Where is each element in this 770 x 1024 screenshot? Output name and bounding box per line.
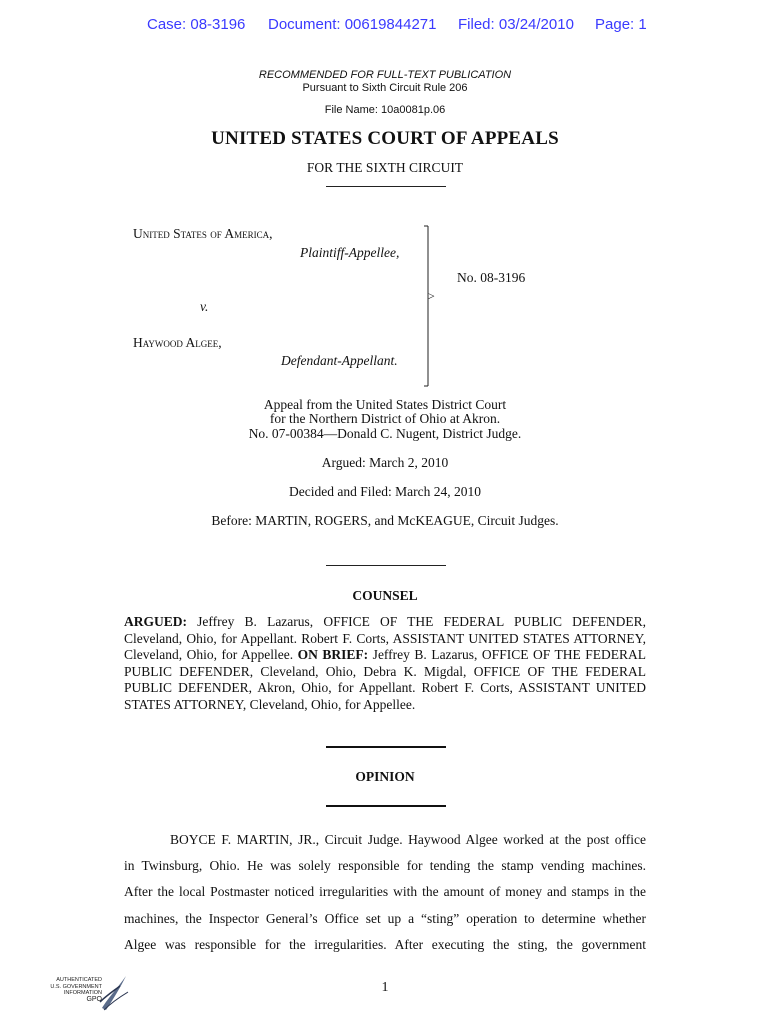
opinion-divider-bottom <box>326 805 446 807</box>
plaintiff-role: Plaintiff-Appellee, <box>300 245 400 260</box>
publication-recommendation: RECOMMENDED FOR FULL-TEXT PUBLICATION <box>258 69 512 81</box>
document-header <box>0 16 770 38</box>
docket-number: No. 08-3196 <box>457 270 526 285</box>
gpo-line-4: GPO <box>86 995 102 1003</box>
opinion-line: After the local Postmaster noticed irregularities with the amount of money and stamps in the <box>124 884 646 900</box>
opinion-heading: OPINION <box>355 769 415 784</box>
counsel-paragraph <box>124 614 646 714</box>
argued-counsel: Jeffrey B. Lazarus, OFFICE OF THE FEDERAL PUBLIC DEFENDER, Cleveland, Ohio, for Appellant. Robert F. Corts, ASSISTANT UNITED STATES ATTORNEY, Cleveland, Ohio, for Appellee. <box>124 614 646 663</box>
court-title: UNITED STATES COURT OF APPEALS <box>211 128 559 149</box>
bracket-point: > <box>428 289 435 303</box>
on-brief-label: ON BRIEF: <box>297 647 369 663</box>
counsel-heading: COUNSEL <box>352 588 418 603</box>
argued-label: ARGUED: <box>124 614 187 629</box>
publication-rule: Pursuant to Sixth Circuit Rule 206 <box>302 82 468 94</box>
gpo-line-1: AUTHENTICATED <box>56 977 102 983</box>
defendant-role: Defendant-Appellant. <box>281 353 398 368</box>
appeal-line-1: Appeal from the United States District Court <box>263 397 507 412</box>
opinion-text <box>124 827 646 958</box>
document-number: Document: 00619844271 <box>268 16 437 33</box>
versus-label: v. <box>200 299 209 314</box>
opinion-line: machines, the Inspector General’s Office set up a “sting” operation to determine whether <box>124 910 646 926</box>
decided-date: Decided and Filed: March 24, 2010 <box>289 484 481 499</box>
opinion-line: in Twinsburg, Ohio. He was solely responsible for tending the stamp vending machines. <box>124 858 646 874</box>
case-number: Case: 08-3196 <box>147 16 246 33</box>
court-circuit: FOR THE SIXTH CIRCUIT <box>306 160 464 175</box>
opinion-divider-top <box>326 746 446 748</box>
appeal-line-3: No. 07-00384—Donald C. Nugent, District Judge. <box>248 426 522 441</box>
gpo-line-2: U.S. GOVERNMENT <box>50 983 102 990</box>
file-name: File Name: 10a0081p.06 <box>324 104 446 116</box>
opinion-line: Algee was responsible for the irregularities. After executing the sting, the government <box>124 936 646 952</box>
opinion-line: BOYCE F. MARTIN, JR., Circuit Judge. Haywood Algee worked at the post office <box>170 832 646 847</box>
title-divider <box>326 186 446 187</box>
filed-date: Filed: 03/24/2010 <box>458 16 574 33</box>
appeal-line-2: for the Northern District of Ohio at Akron. <box>269 411 501 426</box>
on-brief-counsel: Jeffrey B. Lazarus, OFFICE OF THE FEDERAL PUBLIC DEFENDER, Cleveland, Ohio, Debra K. Migdal, OFFICE OF THE FEDERAL PUBLIC DEFENDER, Akron, Ohio, for Appellant. Robert F. Corts, ASSISTANT UNITED STATES ATTORNEY, Cleveland, Ohio, for Appellee. <box>124 647 646 712</box>
page-number: 1 <box>381 980 389 995</box>
panel-judges: Before: MARTIN, ROGERS, and McKEAGUE, Circuit Judges. <box>211 513 559 528</box>
page-indicator: Page: 1 <box>595 16 647 33</box>
gpo-line-3: INFORMATION <box>63 990 102 996</box>
defendant-name: Haywood Algee, <box>133 335 222 350</box>
counsel-divider <box>326 565 446 566</box>
caption-bracket <box>420 224 444 390</box>
plaintiff-name: United States of America, <box>133 226 273 241</box>
argued-date: Argued: March 2, 2010 <box>321 455 449 470</box>
